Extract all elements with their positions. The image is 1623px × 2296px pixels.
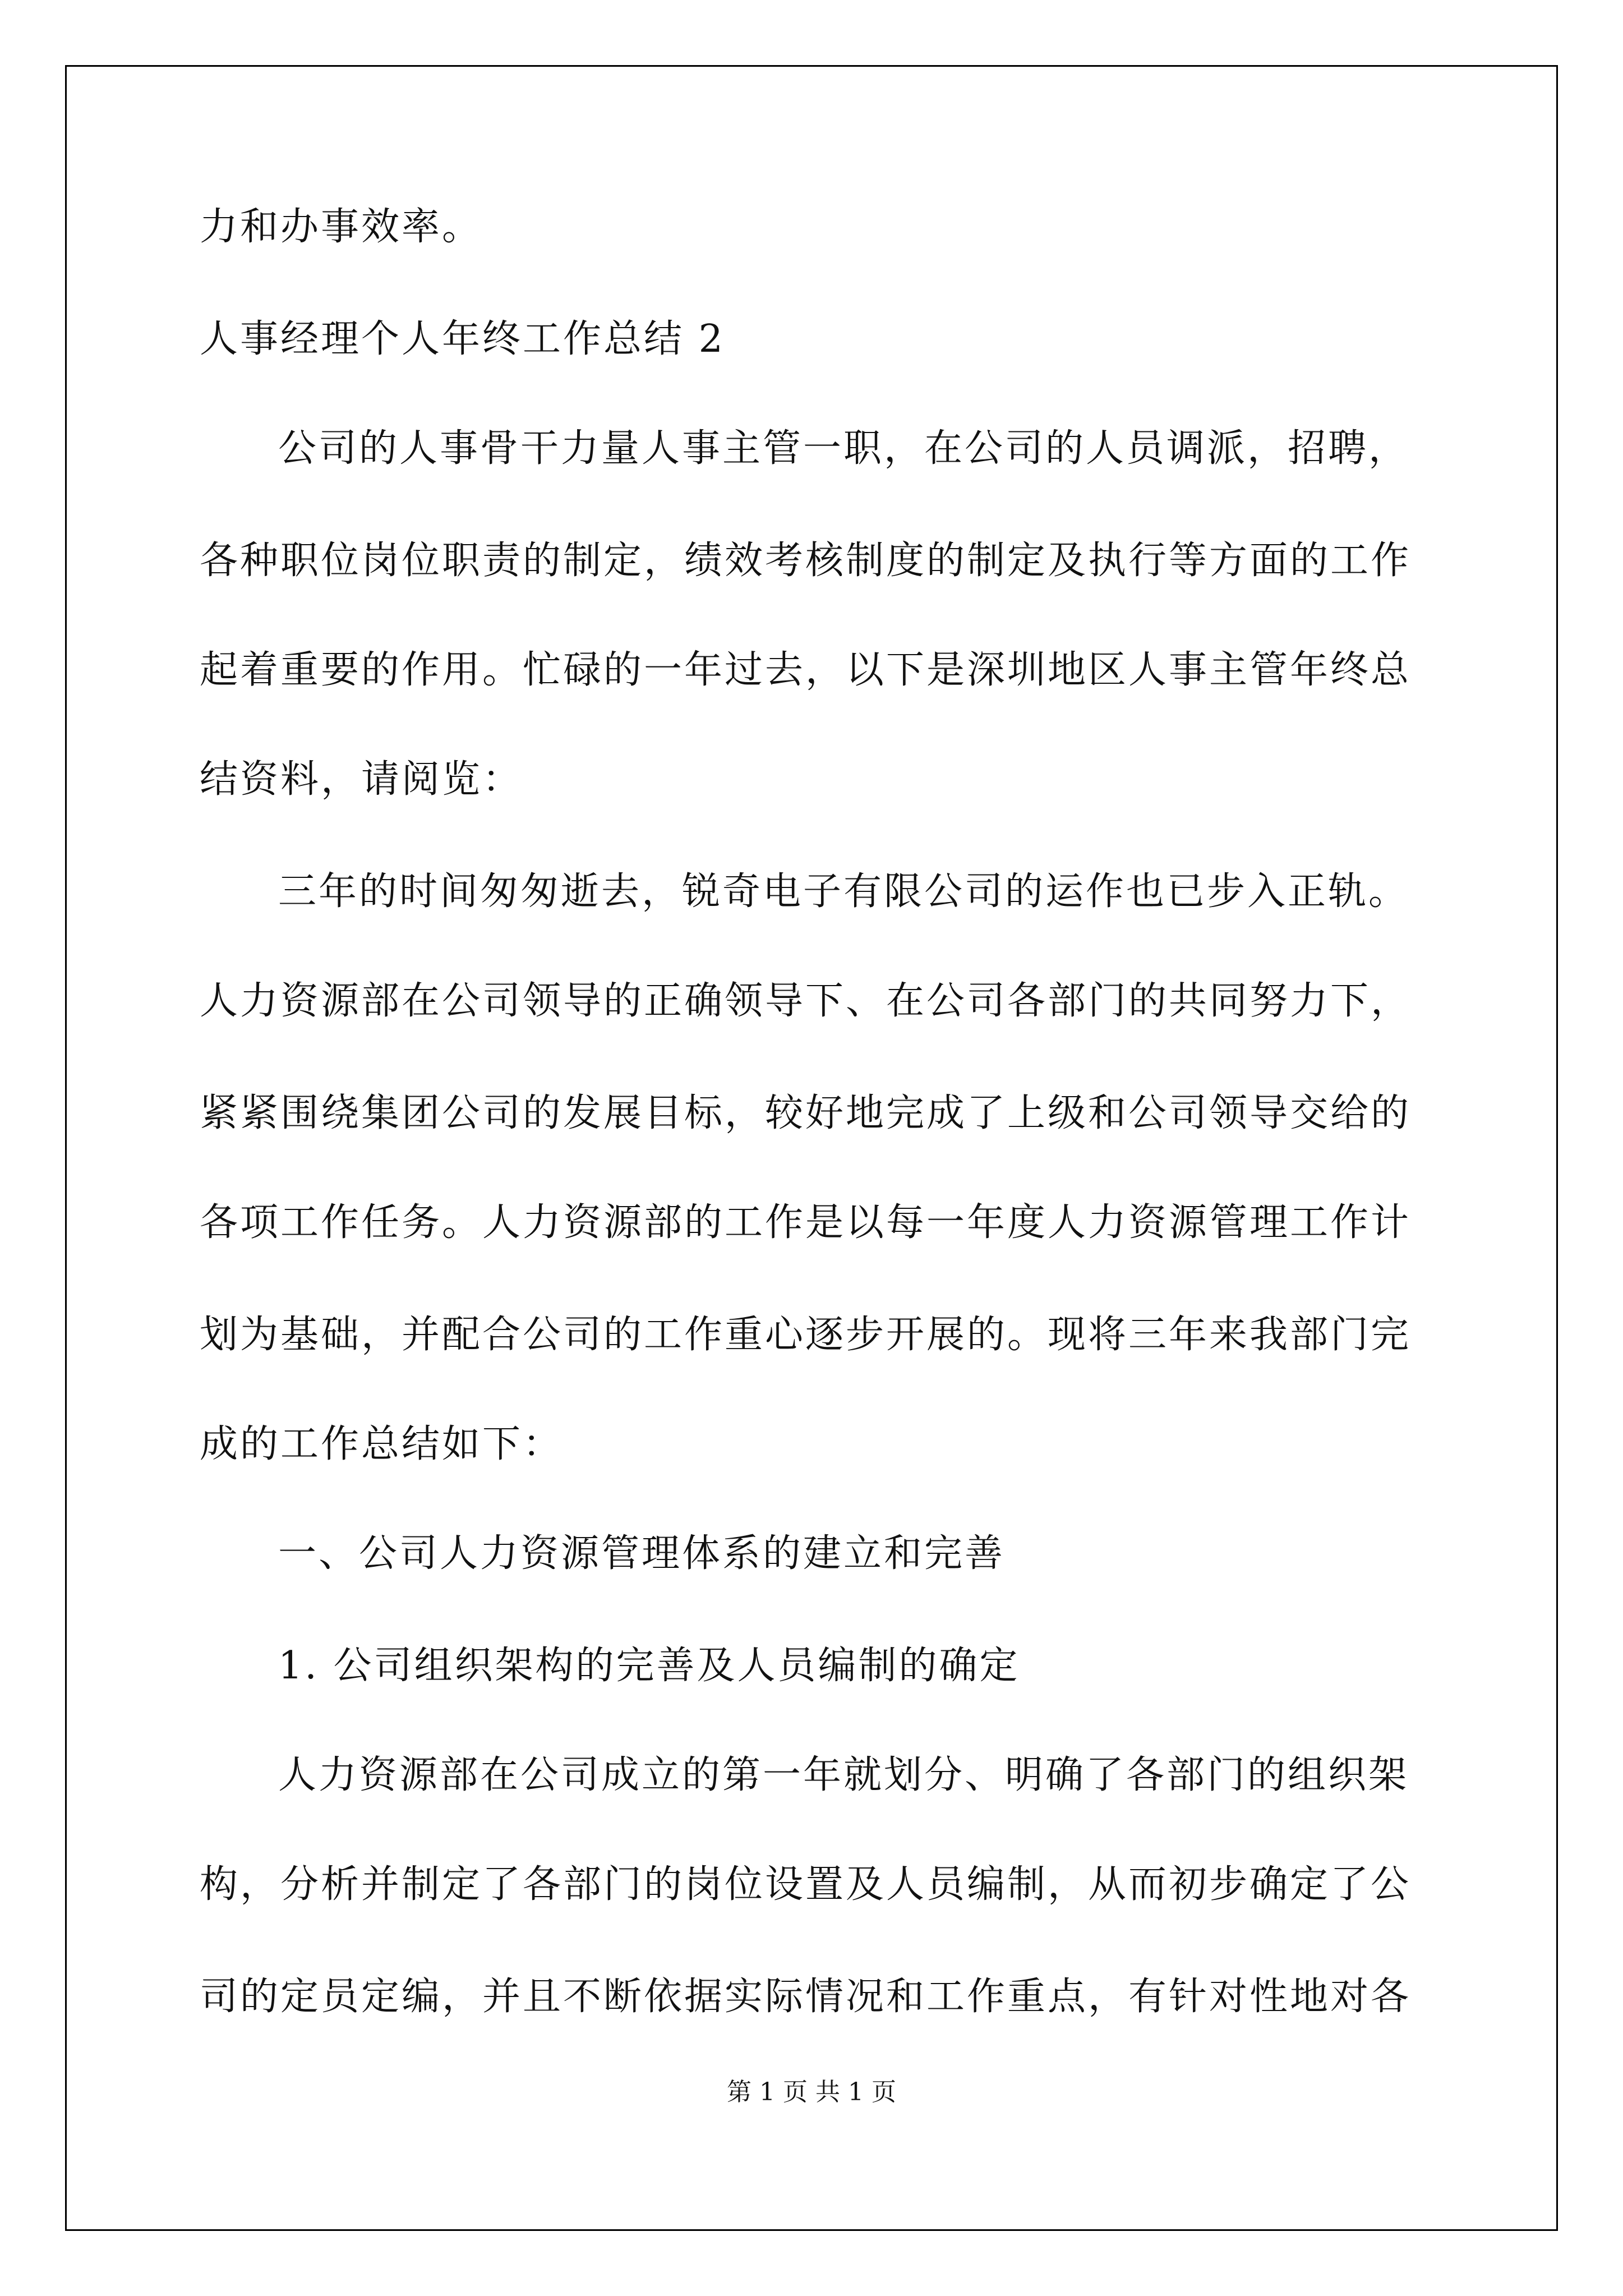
text-line: 构，分析并制定了各部门的岗位设置及人员编制，从而初步确定了公 — [200, 1862, 1412, 1907]
text-line: 结资料，请阅览： — [200, 757, 523, 802]
text-line: 各项工作任务。人力资源部的工作是以每一年度人力资源管理工作计 — [200, 1200, 1412, 1245]
text-line: 各种职位岗位职责的制定，绩效考核制度的制定及执行等方面的工作 — [200, 539, 1412, 583]
subheading: 1. 公司组织架构的完善及人员编制的确定 — [278, 1644, 1020, 1688]
text-line: 紧紧围绕集团公司的发展目标，较好地完成了上级和公司领导交给的 — [200, 1091, 1412, 1135]
text-line: 公司的人事骨干力量人事主管一职，在公司的人员调派，招聘， — [278, 426, 1409, 471]
text-line: 人力资源部在公司成立的第一年就划分、明确了各部门的组织架 — [278, 1753, 1409, 1797]
text-line: 成的工作总结如下： — [200, 1422, 564, 1466]
text-line: 三年的时间匆匆逝去，锐奇电子有限公司的运作也已步入正轨。 — [278, 869, 1409, 914]
subheading: 一、公司人力资源管理体系的建立和完善 — [278, 1531, 1006, 1576]
page-footer: 第 1 页 共 1 页 — [727, 2078, 896, 2106]
text-line: 力和办事效率。 — [200, 205, 483, 249]
text-line: 划为基础，并配合公司的工作重心逐步开展的。现将三年来我部门完 — [200, 1313, 1412, 1357]
text-line: 起着重要的作用。忙碌的一年过去，以下是深圳地区人事主管年终总 — [200, 648, 1412, 692]
text-line: 人力资源部在公司领导的正确领导下、在公司各部门的共同努力下， — [200, 979, 1412, 1023]
section-heading: 人事经理个人年终工作总结 2 — [200, 317, 725, 361]
text-line: 司的定员定编，并且不断依据实际情况和工作重点，有针对性地对各 — [200, 1975, 1412, 2019]
